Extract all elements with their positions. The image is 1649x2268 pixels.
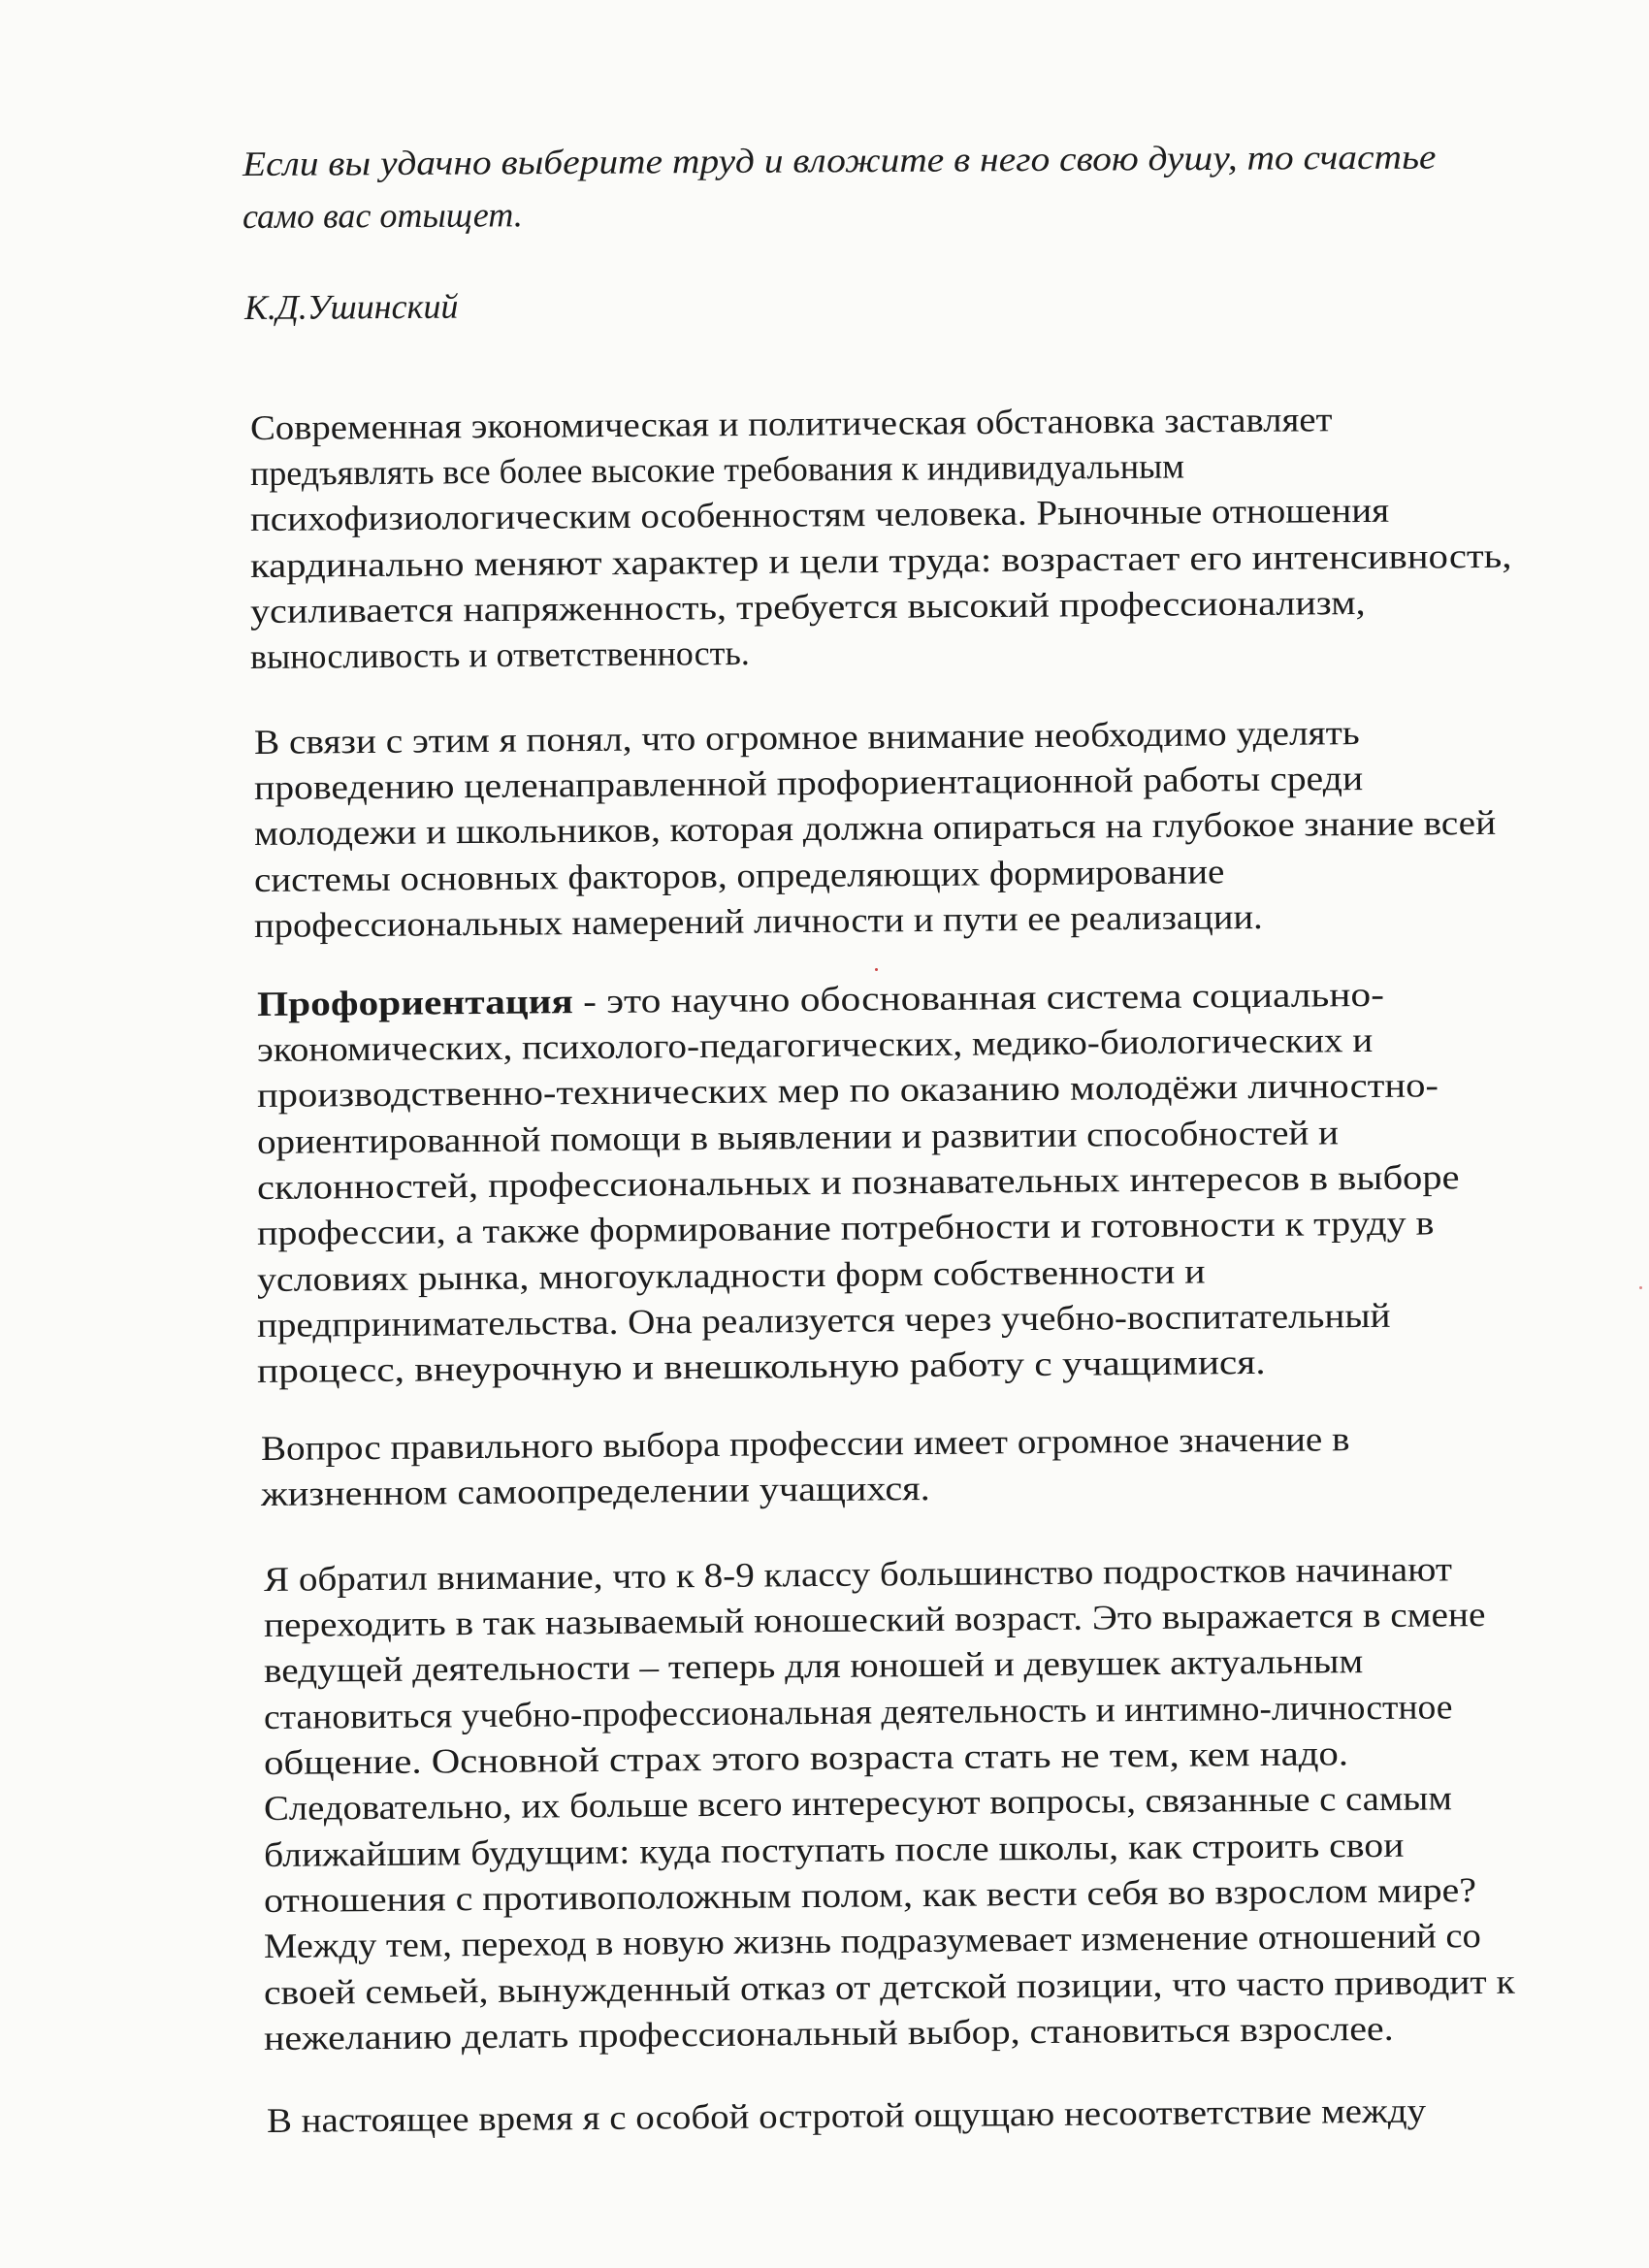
paragraph-line: В связи с этим я понял, что огромное внимание необходимо уделять (253, 713, 1360, 761)
paragraph-line: предъявлять все более высокие требования к индивидуальным (249, 446, 1185, 493)
paragraph-line: системы основных факторов, определяющих формирование (253, 852, 1225, 899)
scan-speck (875, 968, 878, 971)
paragraph-line: нежеланию делать профессиональный выбор, становиться взрослее. (263, 2008, 1394, 2057)
paragraph-line: экономических, психолого-педагогических, медико-биологических и (256, 1020, 1374, 1069)
paragraph-line: Между тем, переход в новую жизнь подразумевает изменение отношений со (263, 1916, 1481, 1965)
paragraph-line: переходить в так называемый юношеский возраст. Это выражается в смене (263, 1595, 1486, 1644)
paragraph-line: жизненном самоопределении учащихся. (260, 1468, 930, 1513)
paragraph-line: молодежи и школьников, которая должна опираться на глубокое знание всей (253, 802, 1497, 853)
paragraph-line: условиях рынка, многоукладности форм собственности и (256, 1251, 1206, 1299)
paragraph-line: ближайшим будущим: куда поступать после школы, как строить свои (263, 1825, 1405, 1874)
paragraph-line: В настоящее время я с особой остротой ощущаю несоответствие между (266, 2090, 1427, 2140)
paragraph-line: склонностей, профессиональных и познавательных интересов в выборе (256, 1157, 1460, 1207)
paragraph-line: своей семьей, вынужденный отказ от детской позиции, что часто приводит к (263, 1961, 1515, 2012)
paragraph-line: выносливость и ответственность. (249, 632, 750, 676)
paragraph-line: отношения с противоположным полом, как вести себя во взрослом мире? (263, 1870, 1477, 1920)
epigraph-line: само вас отыщет. (242, 195, 523, 236)
scan-speck (1639, 1286, 1642, 1289)
paragraph-line: проведению целенаправленной профориентационной работы среди (253, 759, 1364, 807)
paragraph-line: становиться учебно-профессиональная деятельность и интимно-личностное (263, 1687, 1453, 1736)
paragraph-line: производственно-технических мер по оказанию молодёжи личностно- (256, 1065, 1439, 1115)
paragraph-line: процесс, внеурочную и внешкольную работу с учащимися. (256, 1342, 1266, 1390)
epigraph-author: К.Д.Ушинский (243, 286, 459, 327)
paragraph-line: общение. Основной страх этого возраста стать не тем, кем надо. (263, 1733, 1349, 1782)
paragraph-line: психофизиологическим особенностям человека. Рыночные отношения (249, 490, 1390, 538)
paragraph-line: кардинально меняют характер и цели труда: возрастает его интенсивность, (249, 535, 1512, 585)
paragraph-line: ориентированной помощи в выявлении и развитии способностей и (256, 1113, 1340, 1161)
paragraph-line: профессии, а также формирование потребности и готовности к труду в (256, 1203, 1435, 1252)
paragraph-line: Вопрос правильного выбора профессии имеет огромное значение в (260, 1419, 1350, 1468)
paragraph-line: профессиональных намерений личности и пути ее реализации. (253, 896, 1263, 945)
paragraph-line: Современная экономическая и политическая обстановка заставляет (249, 400, 1333, 447)
paragraph-line: Следовательно, их больше всего интересуют вопросы, связанные с самым (263, 1778, 1453, 1828)
paragraph-line: ведущей деятельности – теперь для юношей и девушек актуальным (263, 1641, 1364, 1690)
paragraph-line: Я обратил внимание, что к 8-9 классу большинство подростков начинают (263, 1549, 1453, 1599)
paragraph-line: усиливается напряженность, требуется высокий профессионализм, (249, 582, 1366, 631)
paragraph-line: предпринимательства. Она реализуется через учебно-воспитательный (256, 1295, 1391, 1345)
definition-term: Профориентация (256, 982, 574, 1023)
epigraph-line: Если вы удачно выберите труд и вложите в него свою душу, то счастье (242, 137, 1437, 183)
definition-text: - это научно обоснованная система социально- (572, 974, 1385, 1021)
